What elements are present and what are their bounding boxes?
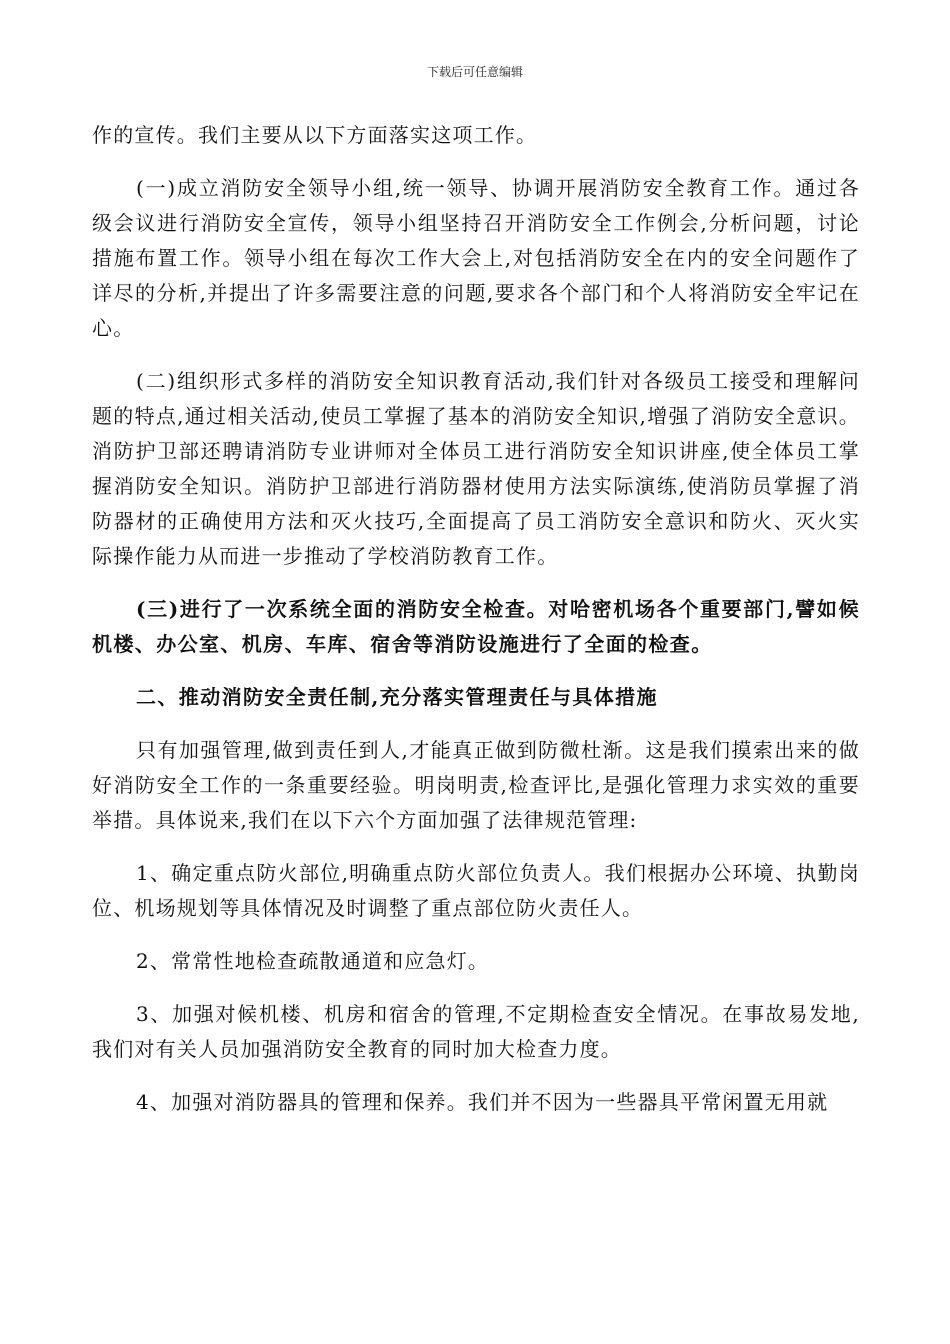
document-body [92,118,860,1120]
paragraph-section-2: (二)组织形式多样的消防安全知识教育活动,我们针对各级员工接受和理解问题的特点,通过相关活动,使员工掌握了基本的消防安全知识,增强了消防安全意识。消防护卫部还聘请消防专业讲师对全体员工进行消防安全知识讲座,使全体员工掌握消防安全知识。消防护卫部进行消防器材使用方法实际演练,使消防员掌握了消防器材的正确使用方法和灭火技巧,全面提高了员工消防安全意识和防火、灭火实际操作能力从而进一步推动了学校消防教育工作。 [92,369,860,568]
list-item-3: 3、加强对候机楼、机房和宿舍的管理,不定期检查安全情况。在事故易发地,我们对有关人员加强消防安全教育的同时加大检查力度。 [92,1002,860,1061]
section-heading-2: 二、推动消防安全责任制,充分落实管理责任与具体措施 [136,685,658,709]
list-item-1: 1、确定重点防火部位,明确重点防火部位负责人。我们根据办公环境、执勤岗位、机场规划等具体情况及时调整了重点部位防火责任人。 [92,861,860,920]
paragraph-continuation: 作的宣传。我们主要从以下方面落实这项工作。 [92,123,538,147]
paragraph-section-3: (三)进行了一次系统全面的消防安全检查。对哈密机场各个重要部门,譬如候机楼、办公室、机房、车库、宿舍等消防设施进行了全面的检查。 [92,597,860,656]
page-header: 下载后可任意编辑 [426,65,523,79]
paragraph-management-intro: 只有加强管理,做到责任到人,才能真正做到防微杜渐。这是我们摸索出来的做好消防安全工作的一条重要经验。明岗明责,检查评比,是强化管理力求实效的重要举措。具体说来,我们在以下六个方面加强了法律规范管理: [92,738,860,832]
paragraph-section-1: (一)成立消防安全领导小组,统一领导、协调开展消防安全教育工作。通过各级会议进行消防安全宣传，领导小组坚持召开消防安全工作例会,分析问题，讨论措施布置工作。领导小组在每次工作大会上,对包括消防安全在内的安全问题作了详尽的分析,并提出了许多需要注意的问题,要求各个部门和个人将消防安全牢记在心。 [92,176,860,340]
list-item-4: 4、加强对消防器具的管理和保养。我们并不因为一些器具平常闲置无用就 [136,1090,829,1114]
list-item-2: 2、常常性地检查疏散通道和应急灯。 [136,949,490,973]
